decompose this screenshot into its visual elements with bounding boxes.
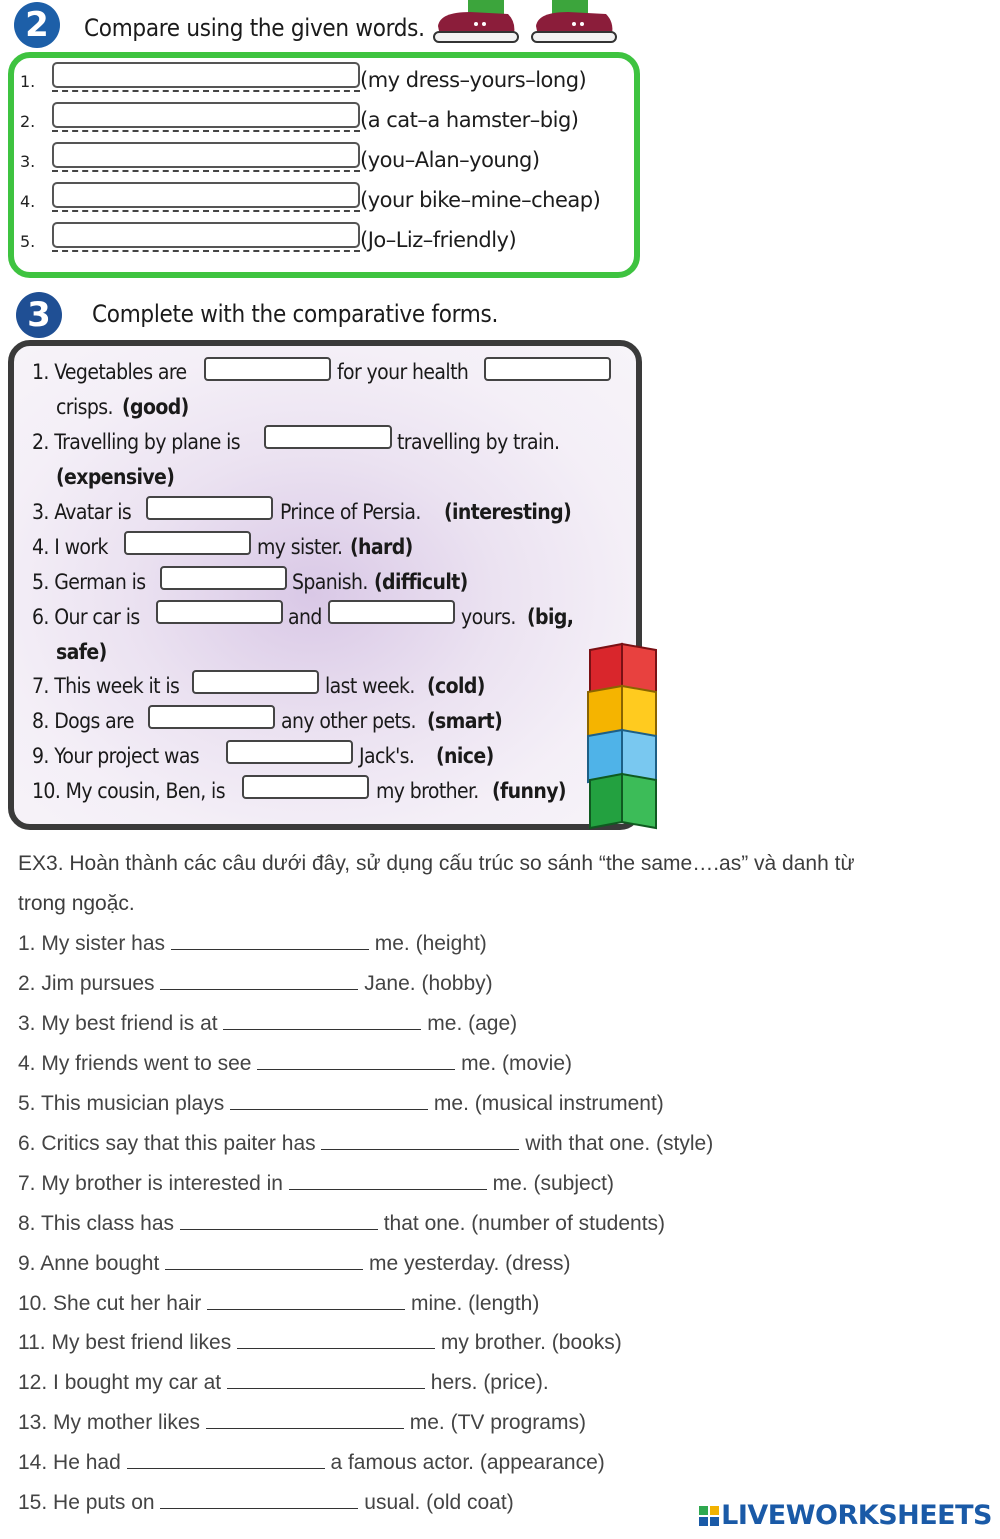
answer-blank[interactable] bbox=[127, 1450, 325, 1469]
ex3-item bbox=[18, 1211, 665, 1236]
ex3-item-text: with that one. (style) bbox=[525, 1132, 714, 1155]
ex3-item bbox=[18, 1171, 614, 1196]
compare-hint: (you–Alan–young) bbox=[360, 148, 540, 172]
comparative-input[interactable] bbox=[156, 600, 283, 624]
compare-hint: (Jo–Liz–friendly) bbox=[360, 228, 517, 252]
ex3-item-text: 5. This musician plays bbox=[18, 1092, 225, 1115]
ex3-item bbox=[18, 1370, 549, 1395]
sentence-text: yours. bbox=[461, 605, 516, 629]
sentence-text: 8. Dogs are bbox=[32, 709, 134, 733]
ex3-item bbox=[18, 1291, 539, 1316]
ex3-item-text: 1. My sister has bbox=[18, 932, 166, 955]
sentence-text: 5. German is bbox=[32, 570, 146, 594]
answer-blank[interactable] bbox=[171, 931, 369, 950]
comparative-input[interactable] bbox=[226, 740, 353, 764]
answer-blank[interactable] bbox=[237, 1330, 435, 1349]
ex3-item-text: 10. She cut her hair bbox=[18, 1292, 202, 1315]
compare-answer-input[interactable] bbox=[52, 182, 360, 208]
section-2-title: Compare using the given words. bbox=[84, 14, 425, 42]
ex3-item-text: 9. Anne bought bbox=[18, 1252, 160, 1275]
answer-blank[interactable] bbox=[289, 1171, 487, 1190]
ex3-item bbox=[18, 971, 493, 996]
ex3-item-text: 12. I bought my car at bbox=[18, 1371, 222, 1394]
ex3-item-text: mine. (length) bbox=[410, 1292, 540, 1315]
ex3-item-text: me yesterday. (dress) bbox=[369, 1252, 571, 1275]
compare-hint: (my dress–yours–long) bbox=[360, 68, 587, 92]
item-number: 1. bbox=[20, 72, 36, 91]
comparative-input[interactable] bbox=[484, 357, 611, 381]
sentence-text: 3. Avatar is bbox=[32, 500, 132, 524]
sentence-text: any other pets. bbox=[281, 709, 416, 733]
word-hint: (cold) bbox=[427, 674, 485, 698]
compare-hint: (your bike–mine–cheap) bbox=[360, 188, 601, 212]
comparative-input[interactable] bbox=[148, 705, 275, 729]
sneakers-illustration bbox=[430, 0, 620, 50]
liveworksheets-logo[interactable] bbox=[699, 1500, 992, 1531]
section-2-number: 2 bbox=[14, 2, 60, 48]
liveworksheets-logo-icon bbox=[699, 1506, 719, 1526]
sentence-text: 1. Vegetables are bbox=[32, 360, 187, 384]
comparative-input[interactable] bbox=[328, 600, 455, 624]
ex3-item-text: 15. He puts on bbox=[18, 1491, 155, 1514]
ex3-item-text: 4. My friends went to see bbox=[18, 1052, 252, 1075]
ex3-instruction: EX3. Hoàn thành các câu dưới đây, sử dụng cấu trúc so sánh “the same….as” và danh từ bbox=[18, 852, 855, 875]
ex3-item-text: 11. My best friend likes bbox=[18, 1331, 232, 1354]
sentence-text: 4. I work bbox=[32, 535, 108, 559]
sentence-text: Prince of Persia. bbox=[280, 500, 421, 524]
comparative-input[interactable] bbox=[124, 531, 251, 555]
word-hint: (expensive) bbox=[56, 465, 175, 489]
answer-blank[interactable] bbox=[165, 1251, 363, 1270]
answer-blank[interactable] bbox=[207, 1291, 405, 1310]
compare-answer-input[interactable] bbox=[52, 142, 360, 168]
ex3-item-text: 8. This class has bbox=[18, 1212, 175, 1235]
ex3-item bbox=[18, 1011, 517, 1036]
word-hint: (good) bbox=[122, 395, 189, 419]
ex3-item-text: me. (age) bbox=[427, 1012, 518, 1035]
answer-blank[interactable] bbox=[160, 971, 358, 990]
comparative-input[interactable] bbox=[264, 425, 392, 449]
ex3-item-text: me. (height) bbox=[374, 932, 487, 955]
dashed-line bbox=[52, 170, 360, 172]
item-number: 2. bbox=[20, 112, 36, 131]
ex3-item-text: a famous actor. (appearance) bbox=[330, 1451, 605, 1474]
word-hint: safe) bbox=[56, 640, 107, 664]
ex3-item-text: 14. He had bbox=[18, 1451, 121, 1474]
ex3-item-text: usual. (old coat) bbox=[364, 1491, 514, 1514]
dashed-line bbox=[52, 90, 360, 92]
compare-answer-input[interactable] bbox=[52, 222, 360, 248]
ex3-item-text: 2. Jim pursues bbox=[18, 972, 155, 995]
comparative-input[interactable] bbox=[192, 670, 319, 694]
sentence-text: 9. Your project was bbox=[32, 744, 200, 768]
ex3-item bbox=[18, 1051, 572, 1076]
answer-blank[interactable] bbox=[180, 1211, 378, 1230]
word-hint: (big, bbox=[527, 605, 574, 629]
word-hint: (smart) bbox=[427, 709, 503, 733]
sentence-text: Jack's. bbox=[359, 744, 415, 768]
ex3-item-text: that one. (number of students) bbox=[383, 1212, 666, 1235]
word-hint: (nice) bbox=[436, 744, 494, 768]
ex3-item-text: me. (movie) bbox=[461, 1052, 572, 1075]
brand-name: LIVEWORKSHEETS bbox=[721, 1500, 992, 1531]
sentence-text: travelling by train. bbox=[397, 430, 560, 454]
answer-blank[interactable] bbox=[257, 1051, 455, 1070]
answer-blank[interactable] bbox=[206, 1410, 404, 1429]
ex3-item-text: 3. My best friend is at bbox=[18, 1012, 218, 1035]
item-number: 4. bbox=[20, 192, 36, 211]
sentence-text: for your health bbox=[337, 360, 469, 384]
ex3-item bbox=[18, 1410, 586, 1435]
ex3-item bbox=[18, 1131, 713, 1156]
ex3-item bbox=[18, 1330, 622, 1355]
ex3-item bbox=[18, 931, 487, 956]
compare-answer-input[interactable] bbox=[52, 62, 360, 88]
dashed-line bbox=[52, 130, 360, 132]
sentence-text: last week. bbox=[325, 674, 415, 698]
ex3-item-text: me. (TV programs) bbox=[409, 1411, 586, 1434]
word-hint: (interesting) bbox=[444, 500, 572, 524]
ex3-instruction-cont: trong ngoặc. bbox=[18, 892, 135, 915]
ex3-item bbox=[18, 1251, 571, 1276]
answer-blank[interactable] bbox=[321, 1131, 519, 1150]
comparative-input[interactable] bbox=[146, 496, 273, 520]
sentence-text: my brother. bbox=[376, 779, 479, 803]
dashed-line bbox=[52, 210, 360, 212]
ex3-item-text: me. (subject) bbox=[492, 1172, 615, 1195]
books-illustration bbox=[586, 640, 660, 830]
ex3-item-text: Jane. (hobby) bbox=[364, 972, 493, 995]
section-3-number: 3 bbox=[16, 292, 62, 338]
sentence-text: and bbox=[288, 605, 322, 629]
ex3-item bbox=[18, 1091, 664, 1116]
sentence-text: 2. Travelling by plane is bbox=[32, 430, 241, 454]
word-hint: (funny) bbox=[492, 779, 566, 803]
section-3-title: Complete with the comparative forms. bbox=[92, 300, 499, 328]
compare-hint: (a cat–a hamster–big) bbox=[360, 108, 579, 132]
sentence-text: Spanish. bbox=[292, 570, 368, 594]
dashed-line bbox=[52, 250, 360, 252]
ex3-item bbox=[18, 1450, 605, 1475]
compare-answer-input[interactable] bbox=[52, 102, 360, 128]
ex3-item-text: me. (musical instrument) bbox=[433, 1092, 664, 1115]
ex3-item-text: hers. (price). bbox=[430, 1371, 549, 1394]
ex3-item bbox=[18, 1490, 514, 1515]
sentence-text: my sister. bbox=[257, 535, 343, 559]
ex3-item-text: 13. My mother likes bbox=[18, 1411, 201, 1434]
comparative-input[interactable] bbox=[204, 357, 331, 381]
item-number: 5. bbox=[20, 232, 36, 251]
answer-blank[interactable] bbox=[160, 1490, 358, 1509]
ex3-item-text: my brother. (books) bbox=[440, 1331, 622, 1354]
word-hint: (difficult) bbox=[374, 570, 468, 594]
sentence-text: crisps. bbox=[56, 395, 113, 419]
answer-blank[interactable] bbox=[223, 1011, 421, 1030]
sentence-text: 7. This week it is bbox=[32, 674, 180, 698]
comparative-input[interactable] bbox=[242, 775, 369, 799]
sentence-text: 10. My cousin, Ben, is bbox=[32, 779, 225, 803]
item-number: 3. bbox=[20, 152, 36, 171]
word-hint: (hard) bbox=[350, 535, 413, 559]
ex3-item-text: 7. My brother is interested in bbox=[18, 1172, 283, 1195]
sentence-text: 6. Our car is bbox=[32, 605, 140, 629]
answer-blank[interactable] bbox=[227, 1370, 425, 1389]
comparative-input[interactable] bbox=[160, 566, 287, 590]
answer-blank[interactable] bbox=[230, 1091, 428, 1110]
ex3-item-text: 6. Critics say that this paiter has bbox=[18, 1132, 316, 1155]
